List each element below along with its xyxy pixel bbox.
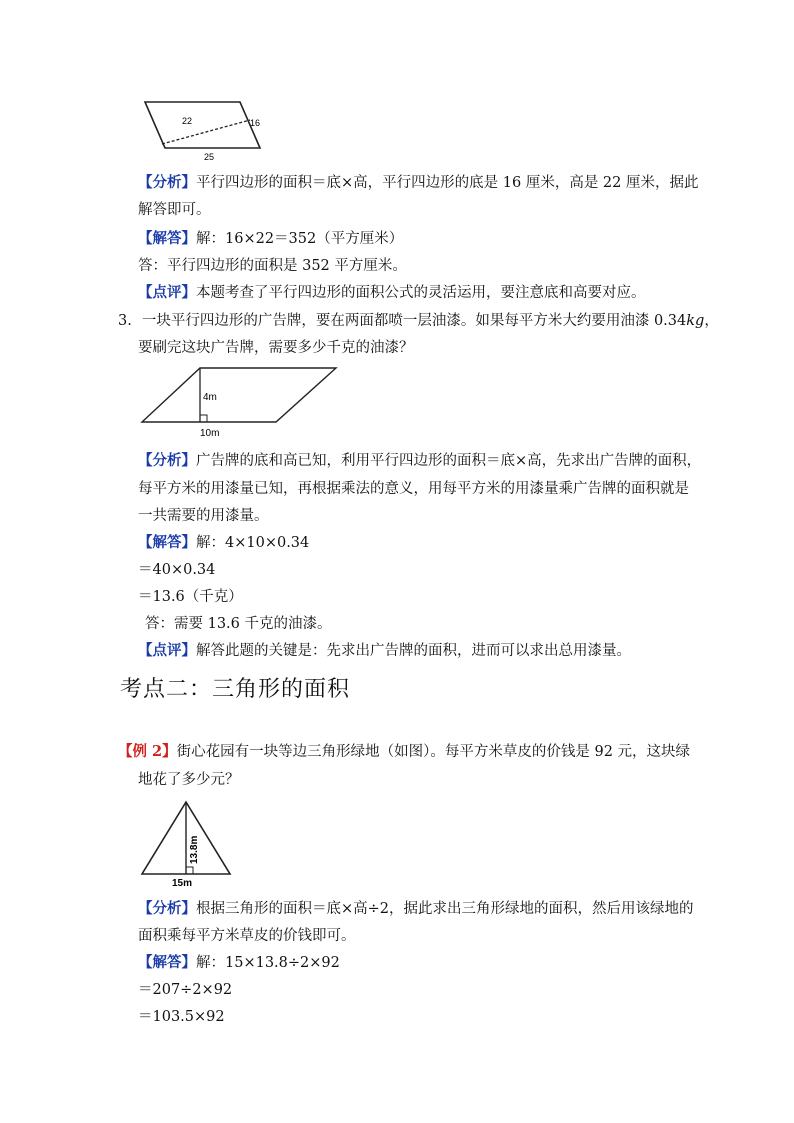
review-tag: 【点评】 (138, 642, 196, 659)
calculation-step-2: ＝13.6（千克） (138, 589, 243, 605)
parallelogram-outline (145, 102, 260, 148)
right-angle-mark (200, 415, 207, 422)
label-diagonal: 22 (182, 116, 193, 126)
analysis-text: 根据三角形的面积＝底×高÷2，据此求出三角形绿地的面积，然后用该绿地的 (196, 901, 694, 917)
answer-tag: 【解答】 (138, 954, 196, 971)
analysis-tag: 【分析】 (138, 452, 196, 469)
analysis-tag: 【分析】 (138, 174, 196, 191)
review-line (138, 641, 631, 661)
parallelogram-outline (142, 368, 336, 422)
review-text: 解答此题的关键是：先求出广告牌的面积，进而可以求出总用漆量。 (196, 643, 631, 659)
label-base: 10m (200, 428, 220, 439)
calculation-step-1: ＝207÷2×92 (138, 982, 233, 998)
conclusion-text: 答：平行四边形的面积是 352 平方厘米。 (138, 258, 407, 274)
label-base: 15m (172, 878, 193, 889)
parallelogram-figure-1 (138, 96, 268, 164)
analysis-tag: 【分析】 (138, 900, 196, 917)
parallelogram-figure-2 (140, 362, 342, 440)
answer-text: 解：15×13.8÷2×92 (196, 955, 340, 971)
example-tag: 【例 2】 (118, 743, 177, 760)
answer-line (138, 229, 403, 249)
answer-tag: 【解答】 (138, 534, 196, 551)
section-heading: 考点二：三角形的面积 (120, 677, 351, 702)
analysis-text: 平行四边形的面积＝底×高，平行四边形的底是 16 厘米，高是 22 厘米，据此 (196, 175, 699, 191)
answer-text: 解：16×22＝352（平方厘米） (196, 231, 404, 247)
question-number: 3. (118, 313, 132, 329)
label-height: 4m (203, 392, 217, 403)
unit-kg: kg (686, 313, 705, 329)
example-2-line-1 (118, 742, 690, 762)
question-text: 一块平行四边形的广告牌，要在两面都喷一层油漆。如果每平方米大约要用油漆 0.34 (141, 313, 687, 329)
height-dashed-line (162, 120, 250, 144)
calculation-step-1: ＝40×0.34 (138, 562, 216, 578)
example-text: 街心花园有一块等边三角形绿地（如图）。每平方米草皮的价钱是 92 元，这块绿 (176, 744, 691, 760)
triangle-figure (138, 798, 238, 890)
review-tag: 【点评】 (138, 284, 196, 301)
analysis-text-2: 面积乘每平方米草皮的价钱即可。 (138, 928, 356, 944)
analysis-text-3: 一共需要的用漆量。 (138, 508, 269, 524)
analysis-text-2: 每平方米的用漆量已知，再根据乘法的意义，用每平方米的用漆量乘广告牌的面积就是 (138, 481, 689, 497)
question-3-line-2: 要刷完这块广告牌，需要多少千克的油漆？ (138, 340, 414, 356)
answer-line (138, 533, 309, 553)
label-side: 16 (250, 118, 261, 128)
answer-text: 解：4×10×0.34 (196, 535, 310, 551)
answer-tag: 【解答】 (138, 230, 196, 247)
answer-line (138, 953, 340, 973)
analysis-line-1 (138, 451, 701, 471)
question-3-line-1: 3. 一块平行四边形的广告牌，要在两面都喷一层油漆。如果每平方米大约要用油漆 0.34kg， (118, 313, 719, 329)
label-base: 25 (204, 152, 215, 162)
analysis-text: 广告牌的底和高已知，利用平行四边形的面积＝底×高，先求出广告牌的面积， (196, 453, 702, 469)
review-line (138, 283, 646, 303)
calculation-step-2: ＝103.5×92 (138, 1009, 225, 1025)
conclusion-text: 答：需要 13.6 千克的油漆。 (145, 616, 332, 632)
label-height: 13.8m (189, 835, 200, 864)
right-angle-mark (186, 867, 193, 874)
review-text: 本题考查了平行四边形的面积公式的灵活运用，要注意底和高要对应。 (196, 285, 646, 301)
analysis-line-1 (138, 173, 699, 193)
analysis-text-2: 解答即可。 (138, 202, 211, 218)
example-2-line-2: 地花了多少元？ (138, 772, 240, 788)
analysis-line-1 (138, 899, 694, 919)
